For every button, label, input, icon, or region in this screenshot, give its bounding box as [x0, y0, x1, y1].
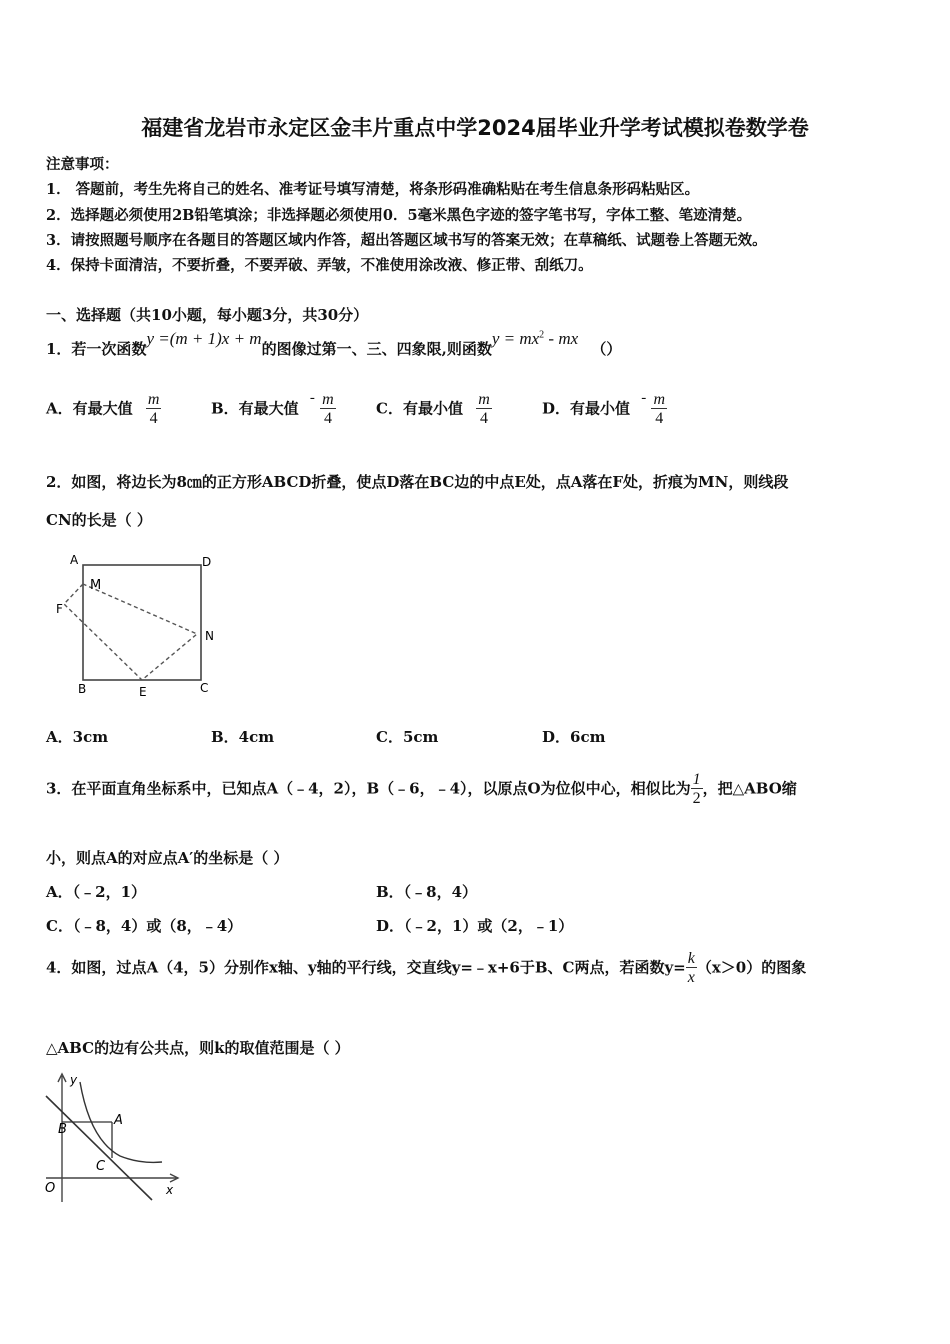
question-3-line-1 — [46, 772, 797, 807]
question-2-line-2: CN的长是（ ） — [46, 511, 152, 529]
q3-text-b: ，把△ABO缩 — [702, 779, 797, 798]
q1-expression-2b: - mx — [544, 329, 579, 348]
q4-text-a: 4．如图，过点A（4，5）分别作x轴、y轴的平行线，交直线y=﹣x+6于B、C两点，若函数y= — [46, 958, 686, 977]
q1-option-b — [211, 389, 336, 427]
q2-option-a: A．3cm — [46, 728, 109, 746]
fraction-numerator: 1 — [692, 771, 701, 788]
label-a: A — [70, 553, 79, 567]
notice-item-4: 4．保持卡面清洁，不要折叠，不要弄破、弄皱，不准使用涂改液、修正带、刮纸刀。 — [46, 257, 593, 274]
label-d: D — [202, 555, 212, 569]
q1-expression-1: y =(m + 1)x + m — [146, 329, 262, 348]
q3-option-a: A．（﹣2，1） — [46, 883, 147, 901]
option-label: B．有最大值 — [211, 399, 299, 418]
q1-mid: 的图像过第一、三、四象限,则函数 — [261, 340, 492, 358]
fraction-denominator: 4 — [479, 410, 488, 427]
q3-option-b: B．（﹣8，4） — [376, 883, 478, 901]
q1-option-d — [542, 389, 667, 427]
notice-item-3: 3．请按照题号顺序在各题目的答题区域内作答，超出答题区域书写的答案无效；在草稿纸、试题卷上答题无效。 — [46, 232, 767, 249]
minus-sign: - — [309, 389, 315, 406]
fraction-denominator: 4 — [149, 410, 158, 427]
question-2-line-1: 2．如图，将边长为8㎝的正方形ABCD折叠，使点D落在BC边的中点E处，点A落在F处，折痕为MN，则线段 — [46, 473, 789, 491]
label-c: C — [96, 1159, 106, 1174]
question-4-line-1 — [46, 951, 806, 986]
q3-text-a: 3．在平面直角坐标系中，已知点A（﹣4，2），B（﹣6，﹣4），以原点O为位似中心，相似比为 — [46, 779, 691, 798]
fraction-denominator: 4 — [655, 410, 664, 427]
q4-figure-graph — [40, 1070, 190, 1210]
label-y: y — [70, 1073, 78, 1087]
option-label: A．有最大值 — [46, 399, 133, 418]
section-heading: 一、选择题（共10小题，每小题3分，共30分） — [46, 306, 369, 324]
q2-figure-square — [50, 550, 230, 700]
question-4-line-2: △ABC的边有公共点，则k的取值范围是（ ） — [46, 1039, 350, 1057]
label-c: C — [200, 681, 209, 695]
label-m: M — [90, 578, 102, 593]
fraction-numerator: m — [147, 391, 160, 408]
label-b: B — [58, 1122, 67, 1137]
notice-item-1: 1． 答题前，考生先将自己的姓名、准考证号填写清楚，将条形码准确粘贴在考生信息条形码粘贴区。 — [46, 181, 700, 198]
q1-answer-bracket: （） — [591, 340, 622, 358]
option-label: C．有最小值 — [376, 399, 463, 418]
option-label: D．有最小值 — [542, 399, 631, 418]
q1-prefix: 1．若一次函数 — [46, 340, 147, 358]
label-e: E — [139, 685, 147, 699]
question-3-line-2: 小，则点A的对应点A′的坐标是（ ） — [46, 849, 289, 867]
fraction-numerator: m — [653, 391, 666, 408]
label-f: F — [56, 602, 63, 616]
label-n: N — [205, 629, 214, 643]
q2-option-c: C．5cm — [376, 728, 439, 746]
fraction-denominator: 4 — [323, 410, 332, 427]
fold-lines — [64, 584, 197, 680]
label-a: A — [114, 1113, 123, 1128]
q4-text-b: （x＞0）的图象 — [696, 958, 807, 977]
fraction-numerator: m — [478, 391, 490, 408]
notice-heading: 注意事项： — [46, 156, 119, 173]
minus-sign: - — [641, 389, 647, 406]
q1-option-c — [376, 392, 492, 427]
fraction-denominator: x — [687, 969, 695, 986]
label-x: x — [166, 1183, 174, 1197]
notice-item-2: 2．选择题必须使用2B铅笔填涂；非选择题必须使用0．5毫米黑色字迹的签字笔书写，字体工整、笔迹清楚。 — [46, 207, 752, 224]
q2-option-d: D．6cm — [542, 728, 606, 746]
label-b: B — [78, 682, 87, 696]
q3-option-d: D．（﹣2，1）或（2，﹣1） — [376, 917, 574, 935]
fraction-numerator: m — [322, 391, 334, 408]
q1-expression-2a: y = mx — [491, 329, 540, 348]
page-title: 福建省龙岩市永定区金丰片重点中学2024届毕业升学考试模拟卷数学卷 — [141, 116, 809, 140]
q1-expression-2-exponent: 2 — [539, 329, 545, 341]
q3-option-c: C．（﹣8，4）或（8，﹣4） — [46, 917, 243, 935]
q1-option-a — [46, 392, 161, 427]
fraction-denominator: 2 — [692, 790, 701, 807]
question-1 — [46, 329, 622, 359]
fraction-numerator: k — [687, 950, 695, 967]
q2-option-b: B．4cm — [211, 728, 275, 746]
label-o: O — [45, 1181, 56, 1196]
